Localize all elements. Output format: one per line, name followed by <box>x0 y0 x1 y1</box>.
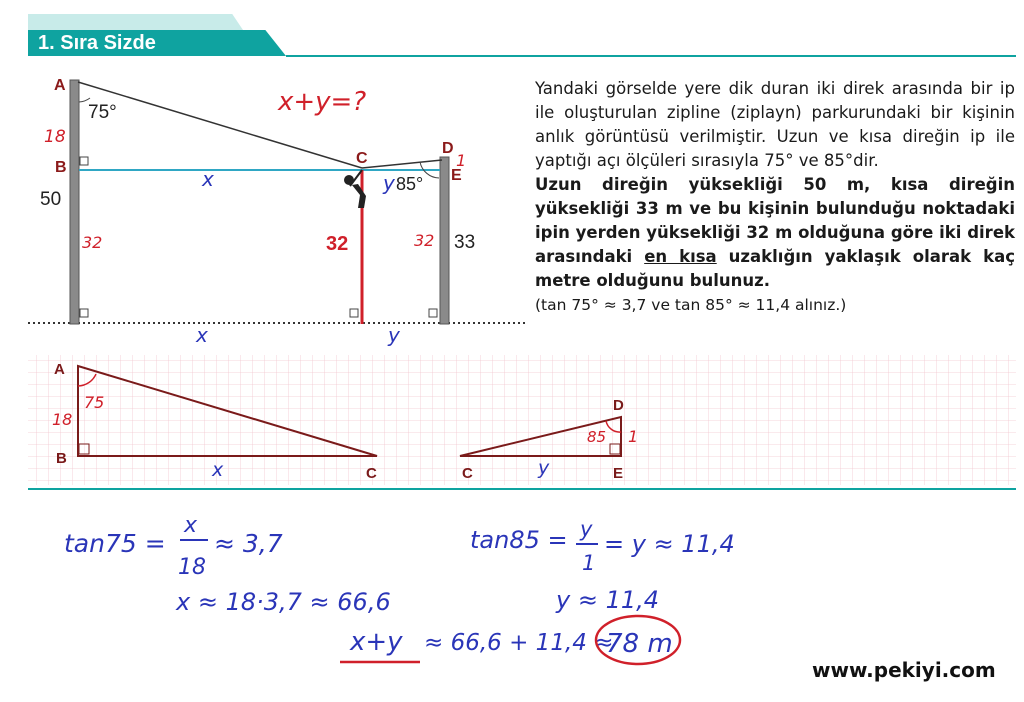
sol-x-plus-y: x+y <box>350 627 403 657</box>
point-d-label: D <box>442 140 454 157</box>
tri-right-c-label: C <box>462 465 473 482</box>
point-e-label: E <box>451 167 462 184</box>
sol-sum-calc: ≈ 66,6 + 11,4 ≈ <box>424 630 614 656</box>
point-c-label: C <box>356 150 368 167</box>
right-angle-b <box>80 157 88 165</box>
sol-y-approx: = y ≈ 11,4 <box>604 530 735 558</box>
hand-x-upper: x <box>202 167 214 191</box>
hand-x-ground: x <box>196 323 208 347</box>
tri-right-side-1: 1 <box>628 427 639 446</box>
sol-y-calc: y ≈ 11,4 <box>556 586 660 614</box>
hand-ab-18: 18 <box>44 127 66 147</box>
problem-question-part2: uzaklığın yaklaşık olarak kaç metre olduğunu bulunuz. <box>535 247 1015 290</box>
tri-left-side-x: x <box>212 459 224 481</box>
tri-left-c-label: C <box>366 465 377 482</box>
problem-question-underlined: en kısa <box>644 247 717 266</box>
problem-text <box>535 77 1015 317</box>
grid-paper <box>28 355 1016 485</box>
hand-32-left: 32 <box>82 233 103 252</box>
short-pole <box>440 157 449 324</box>
sol-tan75-label: tan75 = <box>64 529 166 558</box>
hand-de-1: 1 <box>456 151 467 170</box>
sol-approx-3-7: ≈ 3,7 <box>214 529 283 558</box>
tri-left-b-label: B <box>56 450 67 467</box>
tri-right-e-label: E <box>613 465 624 482</box>
zipline-rope-right <box>362 160 442 168</box>
sol-frac1-den: 18 <box>178 555 206 580</box>
tri-left-angle-75: 75 <box>84 393 105 412</box>
long-pole-height-label: 50 <box>40 189 62 210</box>
tri-left-side-18: 18 <box>52 410 73 429</box>
problem-question <box>535 173 1015 293</box>
footer-url: www.pekiyi.com <box>812 658 996 682</box>
sol-x-calc: x ≈ 18·3,7 ≈ 66,6 <box>176 588 391 616</box>
question-x-plus-y: x+y=? <box>278 87 367 117</box>
sol-tan85-label: tan85 = <box>470 526 568 554</box>
right-angle-ground-mid <box>350 309 358 317</box>
tri-right-side-y: y <box>538 457 550 479</box>
angle-75-label: 75° <box>88 102 117 123</box>
right-angle-ground-right <box>429 309 437 317</box>
hand-y-upper: y <box>383 171 395 195</box>
tri-left-a-label: A <box>54 361 65 378</box>
problem-tan-hint: (tan 75° ≈ 3,7 ve tan 85° ≈ 11,4 alınız.) <box>535 296 847 314</box>
hand-32-right: 32 <box>414 231 435 250</box>
sol-frac1-num: x <box>184 513 198 538</box>
tri-right-angle-85: 85 <box>587 428 607 446</box>
section-title: 1. Sıra Sizde <box>38 32 156 54</box>
answer-78m: 78 m <box>606 629 673 659</box>
long-pole <box>70 80 79 324</box>
problem-question-part1: Uzun direğin yüksekliği 50 m, kısa direğin yüksekliği 33 m ve bu kişinin bulunduğu noktadaki ipin yerden yüksekliği 32 m olduğuna göre iki direk arasındaki <box>535 175 1015 266</box>
hand-y-ground: y <box>388 323 400 347</box>
short-pole-height-label: 33 <box>454 232 476 253</box>
problem-intro: Yandaki görselde yere dik duran iki direk arasında bir ip ile oluşturulan zipline (ziplayn) parkurundaki bir kişinin anlık görüntüsü verilmiştir. Uzun ve kısa direğin ip ile yaptığı açı ölçüleri sırasıyla 75° ve 85°dir. <box>535 79 1015 170</box>
tri-right-d-label: D <box>613 397 624 414</box>
point-b-label: B <box>55 159 67 176</box>
sol-frac2-num: y <box>580 517 593 541</box>
angle-85-label: 85° <box>396 174 424 194</box>
right-angle-ground-left <box>80 309 88 317</box>
sol-frac2-den: 1 <box>582 551 596 575</box>
person-height-label: 32 <box>326 233 349 255</box>
point-a-label: A <box>54 77 66 94</box>
section-divider <box>28 488 1016 490</box>
